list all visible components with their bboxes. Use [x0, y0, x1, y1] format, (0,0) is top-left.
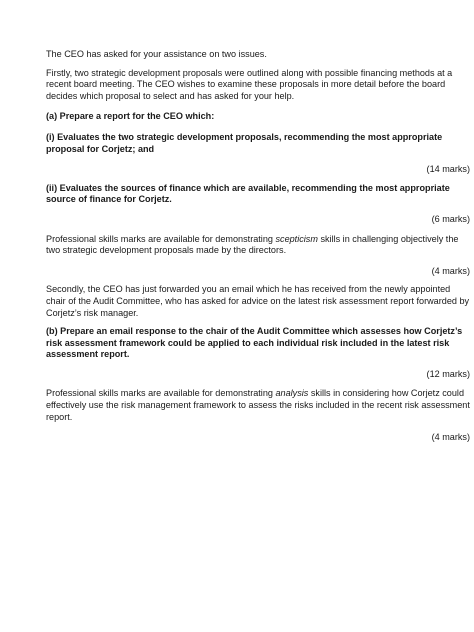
firstly-paragraph: Firstly, two strategic development proposals were outlined along with possible financing methods at a recent board meeting. The CEO wishes to examine these proposals in more detail before the board decides which proposal to select and has asked for your help.	[46, 67, 453, 101]
prof-skills-1-text-before: Professional skills marks are available for demonstrating	[46, 233, 276, 244]
secondly-paragraph: Secondly, the CEO has just forwarded you an email which he has received from the newly appointed chair of the Audit Committee, who has asked for advice on the latest risk assessment report forwarded by Corjetz’s risk manager.	[46, 284, 470, 318]
prof-skills-2-text-before: Professional skills marks are available for demonstrating	[46, 388, 276, 399]
part-b-question: (b) Prepare an email response to the chair of the Audit Committee which assesses how Corjetz’s risk assessment framework could be applied to each individual risk included in the latest risk assessment report.	[46, 326, 463, 360]
part-a-i-marks: (14 marks)	[426, 164, 470, 175]
prof-skills-1-emphasis: scepticism	[275, 233, 318, 244]
prof-skills-paragraph-2	[46, 388, 470, 423]
part-a-heading: (a) Prepare a report for the CEO which:	[46, 111, 215, 122]
prof-skills-2-marks: (4 marks)	[431, 432, 470, 443]
part-a-ii-question: (ii) Evaluates the sources of finance which are available, recommending the most appropriate source of finance for Corjetz.	[46, 182, 450, 205]
prof-skills-2-emphasis: analysis	[275, 388, 309, 399]
prof-skills-2-text-after: skills in considering how Corjetz could effectively use the risk management framework to assess the risks included in the recent risk assessment report.	[46, 388, 470, 422]
intro-paragraph: The CEO has asked for your assistance on two issues.	[46, 49, 267, 59]
prof-skills-paragraph-1	[46, 234, 470, 257]
part-a-i-question: (i) Evaluates the two strategic development proposals, recommending the most appropriate proposal for Corjetz; and	[46, 131, 443, 154]
prof-skills-1-marks: (4 marks)	[431, 265, 470, 276]
document-page	[46, 49, 470, 444]
part-b-marks: (12 marks)	[426, 368, 470, 379]
prof-skills-1-text-after: skills in challenging objectively the two strategic development proposals made by the directors.	[46, 233, 459, 256]
part-a-ii-marks: (6 marks)	[431, 213, 470, 224]
